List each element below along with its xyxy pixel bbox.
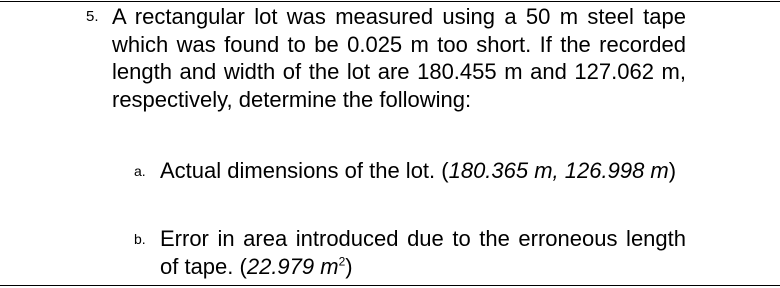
top-border-line: [0, 1, 780, 2]
problem-statement: A rectangular lot was measured using a 50 m steel tape which was found to be 0.025 m too short. If the recorded length and width of the lot are 180.455 m and 127.062 m, respectively, determine the following:: [112, 4, 686, 112]
sub-question-b: [134, 225, 686, 280]
answer-open-paren: (: [239, 253, 247, 279]
sub-question-letter: b.: [134, 231, 146, 247]
problem-5: [86, 3, 686, 113]
sub-question-body: [160, 225, 686, 280]
sub-question-a: [134, 157, 686, 185]
answer-close-paren: ): [668, 158, 677, 183]
answer-exponent: 2: [338, 254, 346, 269]
answer-open-paren: (: [441, 158, 449, 183]
answer-close-paren: ): [345, 253, 353, 279]
sub-question-letter: a.: [134, 163, 146, 179]
sub-question-body: [160, 157, 686, 185]
sub-question-text: Actual dimensions of the lot.: [160, 158, 442, 183]
answer-value: 180.365 m, 126.998 m: [448, 158, 669, 183]
problem-number: 5.: [86, 8, 99, 25]
sub-question-text: Error in area introduced due to the erroneous length of tape.: [160, 226, 686, 279]
bottom-border-line: [0, 285, 780, 286]
answer-value: 22.979 m: [246, 253, 339, 279]
